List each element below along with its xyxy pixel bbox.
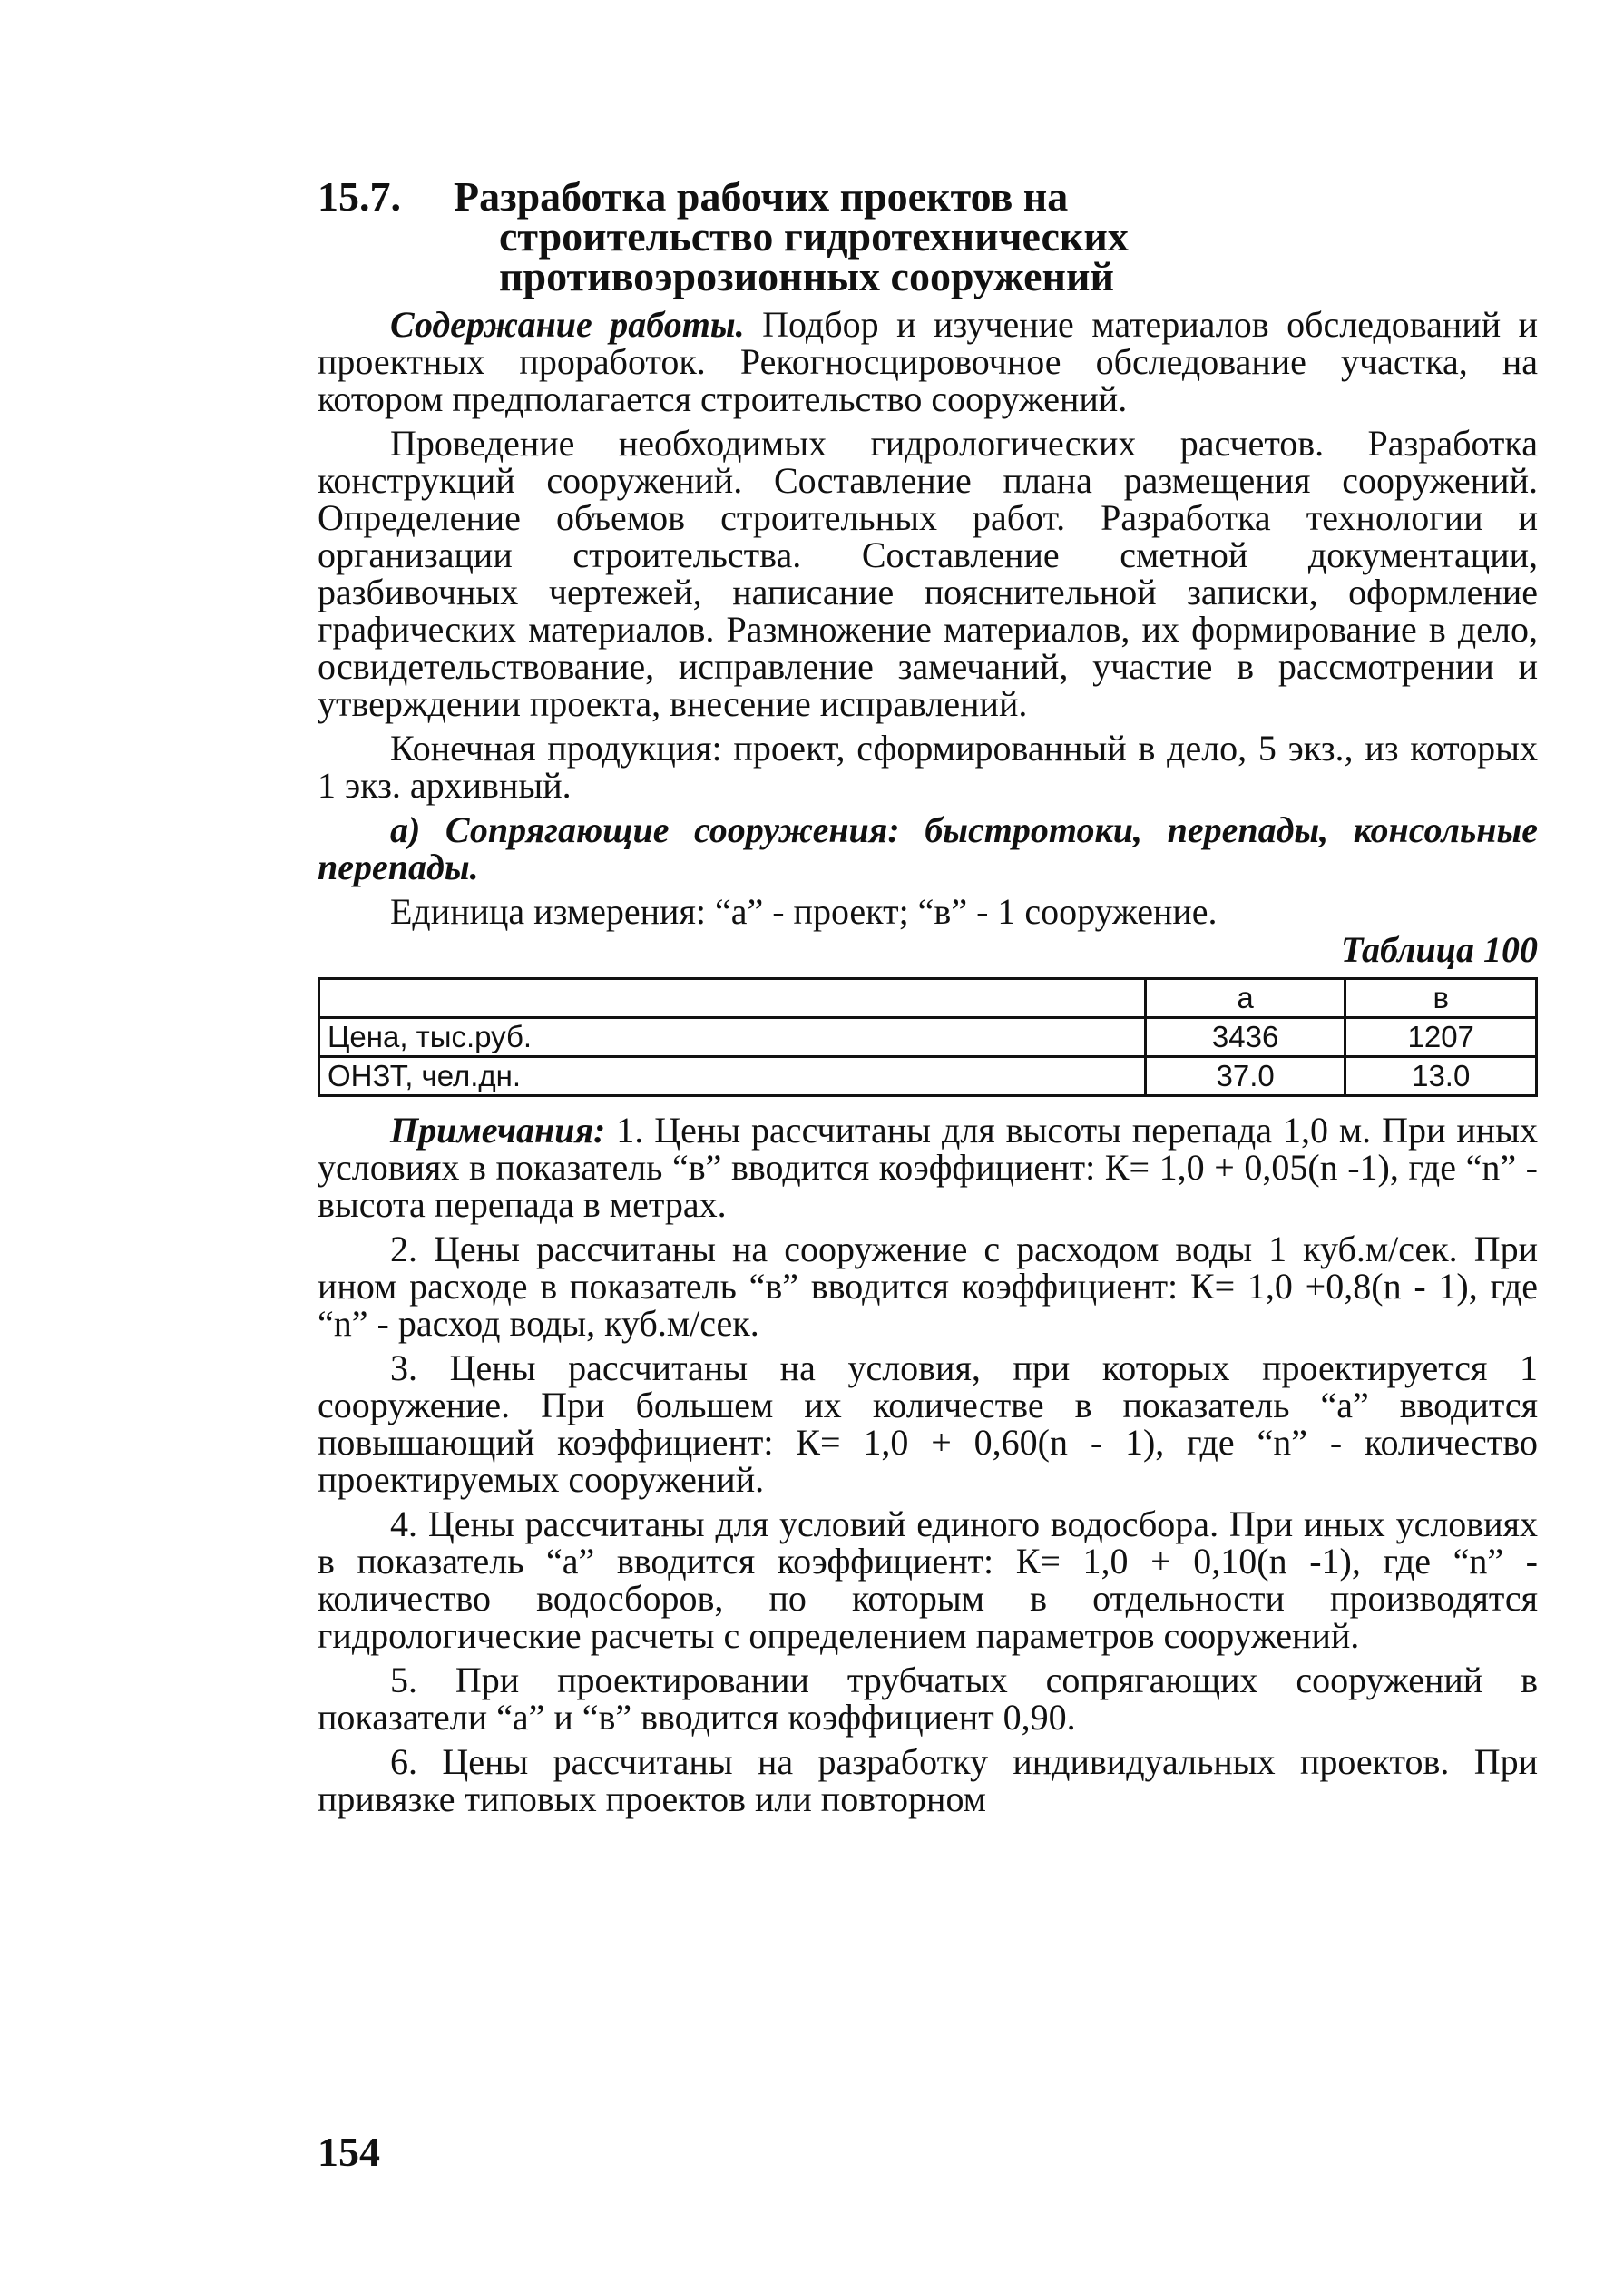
table-header-row	[319, 979, 1537, 1018]
table-header-b: в	[1345, 979, 1537, 1018]
document-page	[318, 173, 1539, 1819]
table-cell-a: 37.0	[1145, 1057, 1345, 1096]
note-4-paragraph: 4. Цены рассчитаны для условий единого водосбора. При иных условиях в показатель “а” вводится коэффициент: К= 1,0 + 0,10(n -1), где “n” - количество водосборов, по которым в отдельности производятся гидрологические расчеты с определением параметров сооружений.	[318, 1504, 1538, 1656]
table-cell-label: Цена, тыс.руб.	[319, 1018, 1146, 1057]
note-1-text: 1. Цены рассчитаны для высоты перепада 1,0 м. При иных условиях в показатель “в” вводится коэффициент: К= 1,0 + 0,05(n -1), где “n” - высота перепада в метрах.	[318, 1110, 1539, 1225]
units-paragraph: Единица измерения: “а” - проект; “в” - 1 сооружение.	[390, 891, 1218, 932]
section-title-text-1: Разработка рабочих проектов на	[454, 173, 1069, 220]
notes-label: Примечания:	[390, 1110, 606, 1151]
table-row	[319, 1018, 1537, 1057]
note-1-paragraph	[318, 1112, 1538, 1223]
table-cell-b: 1207	[1345, 1018, 1537, 1057]
note-2-paragraph: 2. Цены рассчитаны на сооружение с расходом воды 1 куб.м/сек. При ином расходе в показатель “в” вводится коэффициент: К= 1,0 +0,8(n - 1), где “n” - расход воды, куб.м/сек.	[318, 1229, 1538, 1344]
note-5-paragraph: 5. При проектировании трубчатых сопрягающих сооружений в показатели “а” и “в” вводится коэффициент 0,90.	[318, 1660, 1538, 1738]
section-title-line-1	[318, 173, 1538, 220]
table-cell-b: 13.0	[1345, 1057, 1537, 1096]
table-header-a: а	[1145, 979, 1345, 1018]
work-content-text: Подбор и изучение материалов обследований и проектных проработок. Рекогносцировочное обследование участка, на котором предполагается строительство сооружений.	[318, 304, 1539, 419]
table-cell-label: ОНЗТ, чел.дн.	[319, 1057, 1146, 1096]
section-title-line-3: противоэрозионных сооружений	[499, 253, 1115, 299]
table-row	[319, 1057, 1537, 1096]
section-number: 15.7.	[318, 173, 401, 220]
table-header-label	[319, 979, 1146, 1018]
note-3-paragraph: 3. Цены рассчитаны на условия, при которых проектируется 1 сооружение. При большем их количестве в показатель “а” вводится повышающий коэффициент: К= 1,0 + 0,60(n - 1), где “n” - количество проектируемых сооружений.	[318, 1347, 1538, 1500]
work-steps-paragraph: Проведение необходимых гидрологических расчетов. Разработка конструкций сооружений. Составление плана размещения сооружений. Определение объемов строительных работ. Разработка технологии и организации строительства. Составление сметной документации, разбивочных чертежей, написание пояснительной записки, оформление графических материалов. Размножение материалов, их формирование в дело, освидетельствование, исправление замечаний, участие в рассмотрении и утверждении проекта, внесение исправлений.	[318, 423, 1538, 724]
price-table	[318, 977, 1538, 1097]
work-content-paragraph	[318, 306, 1538, 417]
subsection-heading: а) Сопрягающие сооружения: быстротоки, перепады, консольные перепады.	[318, 809, 1538, 887]
note-6-paragraph: 6. Цены рассчитаны на разработку индивидуальных проектов. При привязке типовых проектов или повторном	[318, 1741, 1538, 1819]
section-heading	[318, 173, 1538, 299]
table-caption: Таблица 100	[1341, 929, 1538, 970]
table-cell-a: 3436	[1145, 1018, 1345, 1057]
section-title-line-2: строительство гидротехнических	[499, 213, 1129, 260]
final-product-paragraph: Конечная продукция: проект, сформированный в дело, 5 экз., из которых 1 экз. архивный.	[318, 728, 1538, 806]
work-content-label: Содержание работы.	[390, 304, 745, 345]
page-number: 154	[318, 2129, 380, 2175]
